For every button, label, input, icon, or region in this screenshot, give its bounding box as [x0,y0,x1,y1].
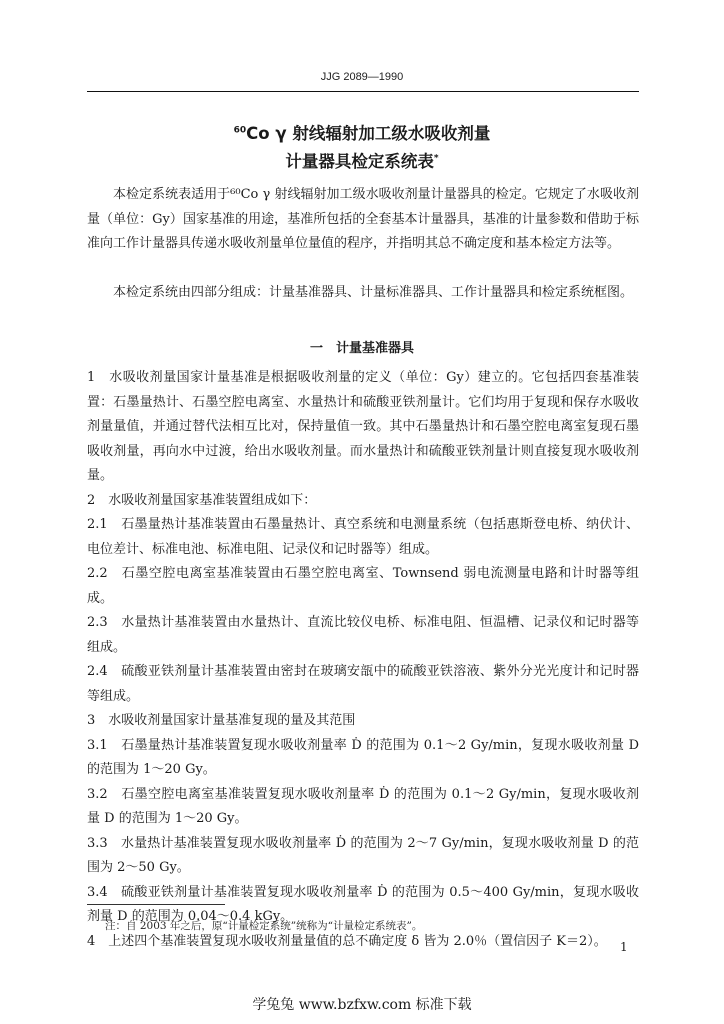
clause-1: 1 水吸收剂量国家计量基准是根据吸收剂量的定义（单位：Gy）建立的。它包括四套基准装置：石墨量热计、石墨空腔电离室、水量热计和硫酸亚铁剂量计。它们均用于复现和保存水吸收剂量量值，并通过替代法相互比对，保持量值一致。其中石墨量热计和石墨空腔电离室复现石墨吸收剂量，再向水中过渡，给出水吸收剂量。而水量热计和硫酸亚铁剂量计则直接复现水吸收剂量。 [87,370,639,483]
clause-3-3: 3.3 水量热计基准装置复现水吸收剂量率 Ḋ 的范围为 2～7 Gy/min，复现水吸收剂量 D 的范围为 2～50 Gy。 [87,835,639,875]
intro-paragraph-1: 本检定系统表适用于⁶⁰Co γ 射线辐射加工级水吸收剂量计量器具的检定。它规定了水吸收剂量（单位：Gy）国家基准的用途，基准所包括的全套基本计量器具，基准的计量参数和借助于标准向工作计量器具传递水吸收剂量单位量值的程序，并指明其总不确定度和基本检定方法等。 [87,187,639,251]
title-line-2-text: 计量器具检定系统表 [285,152,434,171]
clause-2-1: 2.1 石墨量热计基准装置由石墨量热计、真空系统和电测量系统（包括惠斯登电桥、纳伏计、电位差计、标准电池、标准电阻、记录仪和记时器等）组成。 [87,517,639,557]
clause-4: 4 上述四个基准装置复现水吸收剂量量值的总不确定度 δ 皆为 2.0％（置信因子 K＝2）。 [87,933,607,949]
title-superscript: 60 [233,125,247,136]
clause-2-4: 2.4 硫酸亚铁剂量计基准装置由密封在玻璃安瓿中的硫酸亚铁溶液、紫外分光光度计和记时器等组成。 [87,664,639,704]
title-line-1-text: Co γ 射线辐射加工级水吸收剂量 [246,124,491,143]
title-line-1 [0,120,724,144]
document-header: JJG 2089—1990 [320,71,404,83]
clause-2-2: 2.2 石墨空腔电离室基准装置由石墨空腔电离室、Townsend 弱电流测量电路和计时器等组成。 [87,566,639,606]
clause-3-4: 3.4 硫酸亚铁剂量计基准装置复现水吸收剂量率 Ḋ 的范围为 0.5～400 Gy/min，复现水吸收剂量 D 的范围为 0.04～0.4 kGy。 [87,884,639,924]
intro-paragraph-2: 本检定系统由四部分组成：计量基准器具、计量标准器具、工作计量器具和检定系统框图。 [113,285,634,300]
clause-2: 2 水吸收剂量国家基准装置组成如下： [87,492,317,508]
clause-list [87,366,639,954]
page-number: 1 [620,940,628,954]
title-line-2 [0,148,724,172]
title-mark: * [433,153,439,164]
clause-3-1: 3.1 石墨量热计基准装置复现水吸收剂量率 Ḋ 的范围为 0.1～2 Gy/min，复现水吸收剂量 D 的范围为 1～20 Gy。 [87,737,639,777]
watermark-text: 学兔兔 www.bzfxw.com 标准下载 [252,997,472,1013]
header-rule [87,91,639,92]
footnote-rule [87,904,225,905]
footnote: 注：自 2003 年之后，原“计量检定系统”统称为“计量检定系统表”。 [105,920,423,932]
clause-2-3: 2.3 水量热计基准装置由水量热计、直流比较仪电桥、标准电阻、恒温槽、记录仪和记时器等组成。 [87,615,639,655]
clause-3-2: 3.2 石墨空腔电离室基准装置复现水吸收剂量率 Ḋ 的范围为 0.1～2 Gy/min，复现水吸收剂量 D 的范围为 1～20 Gy。 [87,786,639,826]
section-title: 一 计量基准器具 [309,341,414,356]
clause-3: 3 水吸收剂量国家计量基准复现的量及其范围 [87,713,356,728]
